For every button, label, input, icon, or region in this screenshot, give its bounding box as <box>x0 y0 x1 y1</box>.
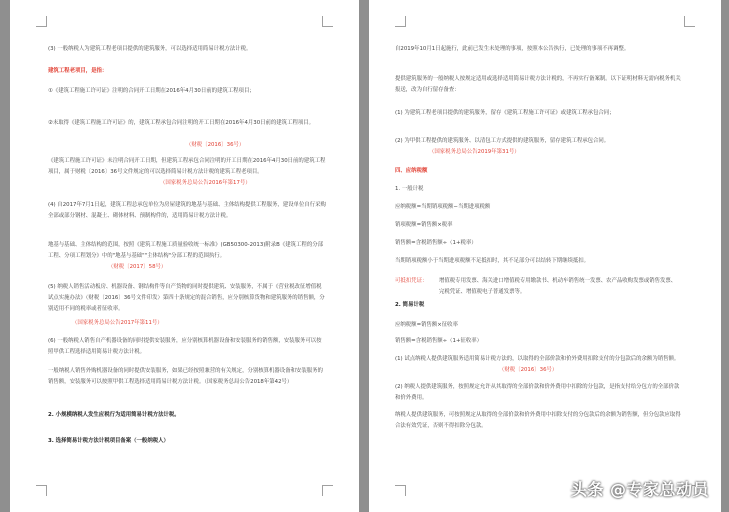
crop-mark <box>395 16 406 27</box>
crop-mark <box>395 485 406 496</box>
paragraph: ②未取得《建筑工程施工许可证》的，建筑工程承包合同注明的开工日期在2016年4月30日前的建筑工程项目。 <box>48 120 315 126</box>
citation: （财税〔2016〕36号） <box>499 367 558 373</box>
paragraph: (6) 一般纳税人销售自产机器设备的同时提供安装服务，应分别核算机器设备和安装服务的销售额，安装服务可以按照甲供工程选择适用简易计税方法计税。 <box>48 338 322 355</box>
document-page-left <box>10 0 359 512</box>
paragraph: 提供建筑服务的一般纳税人按规定适用或选择适用简易计税方法计税的，不再实行备案制。以下证明材料无需向税务机关报送，改为自行留存备查： <box>395 76 681 93</box>
paragraph: 一般纳税人销售外购机器设备的同时提供安装服务，如果已经按照兼营的有关规定，分别核算机器设备和安装服务的销售额，安装服务可以按照甲供工程选择适用简易计税方法计税。（国家税务总局公告2018年第42号） <box>48 368 323 385</box>
list-heading: 1. 一般计税 <box>395 186 424 192</box>
citation: （国家税务总局公告2016年第17号） <box>160 180 251 186</box>
list-heading: 2. 简易计税 <box>395 302 425 308</box>
paragraph: (4) 自2017年7月1日起，建筑工程总承包单位为房屋建筑的地基与基础、主体结构提供工程服务，建设单位自行采购全部或部分钢材、混凝土、砌体材料、预制构件的，适用简易计税方法计税。 <box>48 202 326 219</box>
paragraph: (5) 纳税人销售活动板房、机器设备、钢结构件等自产货物的同时提供建筑、安装服务，不属于《营业税改征增值税试点实施办法》（财税〔2016〕36号文件印发）第四十条规定的混合销售，应分别核算货物和建筑服务的销售额，分别适用不同的税率或者征收率。 <box>48 284 325 312</box>
paragraph: (2) 纳税人提供建筑服务，按照规定允许从其取得的全部价款和价外费用中扣除的分包款，是指支付给分包方的全部价款和价外费用。 <box>395 384 680 401</box>
paragraph: 自2019年10月1日起施行，此前已发生未处理的事项，按照本公告执行，已处理的事项不再调整。 <box>395 46 630 52</box>
highlight-label: 可抵扣凭证： <box>395 278 428 284</box>
section-heading: 四、应纳税额 <box>395 168 428 174</box>
paragraph: 增值税专用发票、海关进口增值税专用缴款书、机动车销售统一发票、农产品收购发票或销售发票、完税凭证、增值税电子普通发票等。 <box>439 278 677 295</box>
formula: 应纳税额=销售额×征收率 <box>395 322 458 328</box>
list-heading: 2. 小规模纳税人发生应税行为适用简易计税方法计税。 <box>48 412 180 418</box>
formula: 销售额=含税销售额÷（1+税率） <box>395 240 477 246</box>
crop-mark <box>322 16 333 27</box>
crop-mark <box>36 16 47 27</box>
citation: （财税〔2017〕58号） <box>108 264 167 270</box>
formula: 销售额=含税销售额÷（1+征收率） <box>395 338 483 344</box>
list-heading: 3. 选择简易计税方法计税项目备案（一般纳税人） <box>48 438 169 444</box>
paragraph: 当期销项税额小于当期进项税额不足抵扣时，其不足部分可以结转下期继续抵扣。 <box>395 258 590 264</box>
paragraph: 纳税人提供建筑服务，可按照规定从取得的全部价款和价外费用中扣除支付的分包款后的余额为销售额，但分包款应取得合法有效凭证，否则不得扣除分包款。 <box>395 412 681 429</box>
formula: 应纳税额=当期销项税额−当期进项税额 <box>395 204 491 210</box>
paragraph: (1) 试点纳税人提供建筑服务适用简易计税方法的，以取得的全部价款和价外费用扣除支付的分包款后的余额为销售额。 <box>395 356 680 362</box>
paragraph: 地基与基础、主体结构的范围，按照《建筑工程施工质量验收统一标准》(GB50300-2013)附录B《建筑工程的分部工程、分项工程划分》中的"地基与基础""主体结构"分部工程的范围执行。 <box>48 242 323 259</box>
citation: （财税〔2016〕36号） <box>186 142 245 148</box>
citation: （国家税务总局公告2019年第31号） <box>429 149 520 155</box>
document-page-right <box>369 0 721 512</box>
crop-mark <box>322 485 333 496</box>
formula: 销项税额=销售额×税率 <box>395 222 453 228</box>
citation: （国家税务总局公告2017年第11号） <box>72 320 163 326</box>
paragraph: ①《建筑工程施工许可证》注明的合同开工日期在2016年4月30日前的建筑工程项目； <box>48 88 255 94</box>
watermark: 头条 @专家总动员 <box>570 480 709 499</box>
paragraph: (3) 一般纳税人为建筑工程老项目提供的建筑服务，可以选择适用简易计税方法计税。 <box>48 46 252 52</box>
crop-mark <box>36 485 47 496</box>
paragraph: (1) 为建筑工程老项目提供的建筑服务，留存《建筑工程施工许可证》或建筑工程承包合同； <box>395 110 615 116</box>
paragraph: 《建筑工程施工许可证》未注明合同开工日期，但建筑工程承包合同注明的开工日期在2016年4月30日前的建筑工程项目，属于财税〔2016〕36号文件规定的可以选择简易计税方法计税的建筑工程老项目。 <box>48 158 326 175</box>
paragraph: (2) 为甲供工程提供的建筑服务、以清包工方式提供的建筑服务，留存建筑工程承包合同。 <box>395 138 610 144</box>
section-heading: 建筑工程老项目，是指： <box>48 68 108 74</box>
crop-mark <box>684 16 695 27</box>
